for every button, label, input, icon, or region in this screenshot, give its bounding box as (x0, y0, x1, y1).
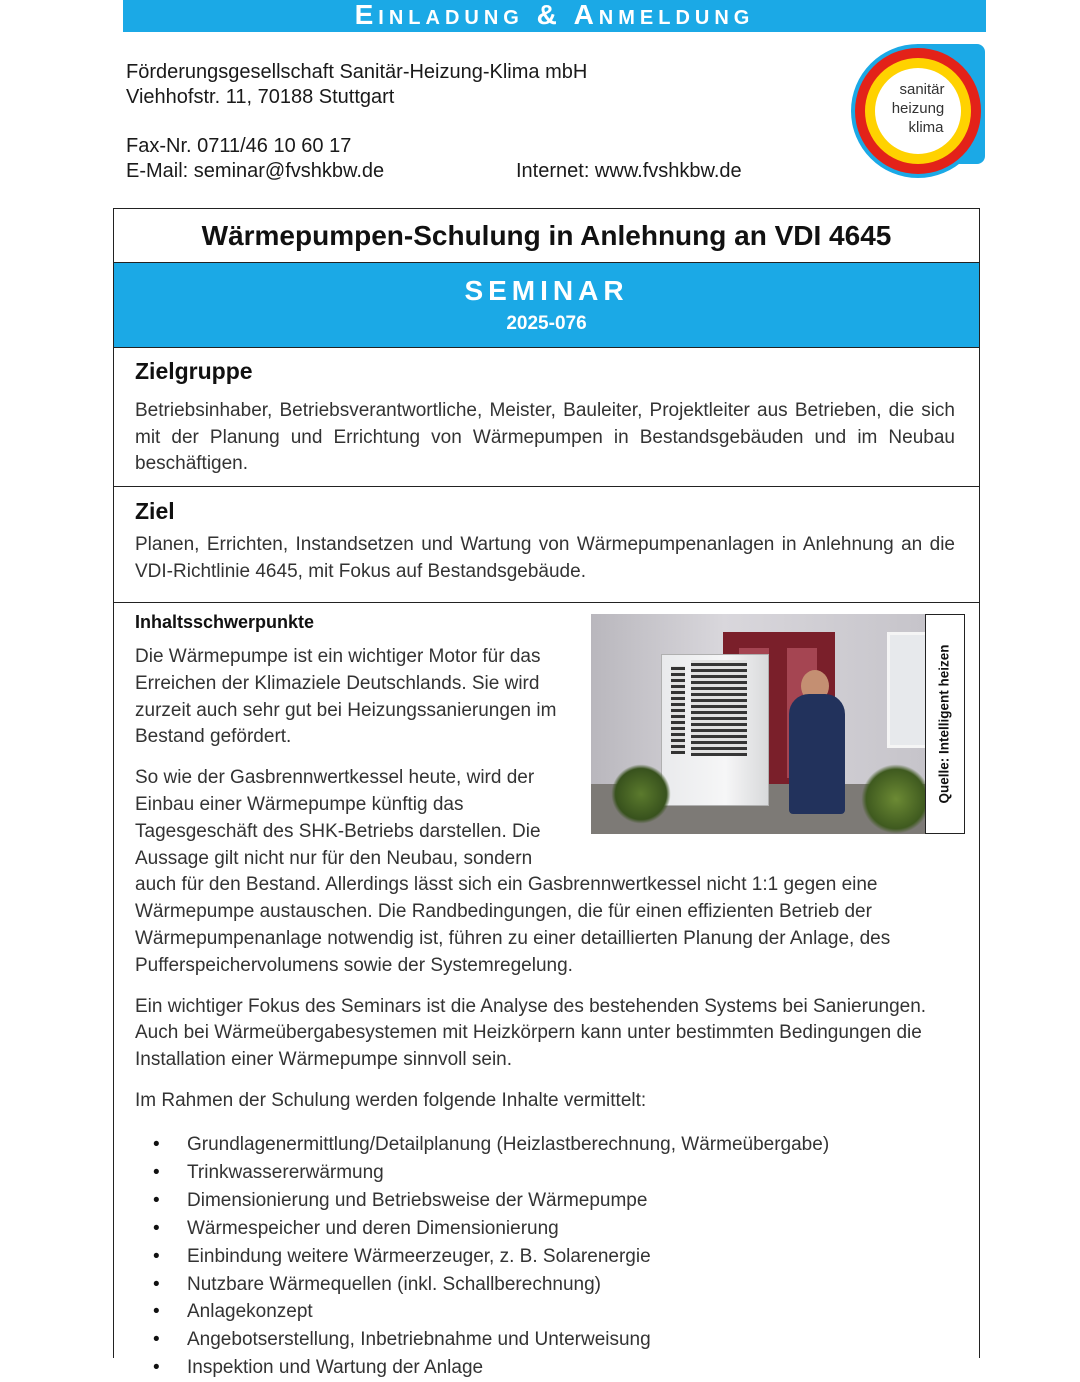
email-address[interactable]: E-Mail: seminar@fvshkbw.de (126, 160, 385, 182)
shk-logo (851, 44, 985, 178)
inhalt-body (135, 644, 965, 1129)
organization-block (126, 60, 587, 110)
photo-caption: Quelle: Intelligent heizen (925, 614, 965, 834)
heat-pump-photo (591, 614, 925, 834)
list-item: • Nutzbare Wärmequellen (inkl. Schallberechnung) (135, 1271, 955, 1299)
seminar-label: SEMINAR (464, 275, 629, 306)
list-item: • Angebotserstellung, Inbetriebnahme und Unterweisung (135, 1326, 955, 1354)
inhalt-heading: Inhaltsschwerpunkte (135, 612, 315, 632)
zielgruppe-text: Betriebsinhaber, Betriebsverantwortliche, Meister, Bauleiter, Projektleiter aus Betrieben, die sich mit der Planung und Errichtung von Wärmepumpen in Bestandsgebäuden und im Neubau beschäftigen. (135, 400, 955, 474)
header-banner: Einladung & Anmeldung (123, 0, 986, 32)
photo-block (591, 614, 965, 836)
list-item: • Anlagekonzept (135, 1298, 955, 1326)
logo-text-heizung: heizung (891, 100, 945, 117)
inhalt-paragraph-3: Ein wichtiger Fokus des Seminars ist die Analyse des bestehenden Systems bei Sanierungen. Auch bei Wärmeübergabesystemen mit Heizkörpern kann unter bestimmten Bedingungen die Installation einer Wärmepumpe sinnvoll sein. (135, 995, 927, 1071)
inhalt-paragraph-2: So wie der Gasbrennwertkessel heute, wird der Einbau einer Wärmepumpe künftig das Tagesgeschäft des SHK-Betriebs darstellen. Die Aussage gilt nicht nur für den Neubau, sondern auch für den Bestand. Allerdings lässt sich ein Gasbrennwertkessel nicht 1:1 gegen eine Wärmepumpe austauschen. Die Randbedingungen, die für einen effizienten Betrieb der Wärmepumpenanlage notwendig ist, führen zu einer detaillierten Planung der Anlage, des Pufferspeichervolumens sowie der Systemregelung. (135, 767, 891, 976)
list-item: • Grundlagenermittlung/Detailplanung (Heizlastberechnung, Wärmeübergabe) (135, 1131, 955, 1159)
contact-block (126, 134, 384, 184)
list-item: • Trinkwassererwärmung (135, 1159, 955, 1187)
inhalt-paragraph-4: Im Rahmen der Schulung werden folgende Inhalte vermittelt: (135, 1089, 647, 1111)
list-item: • Inspektion und Wartung der Anlage (135, 1354, 955, 1382)
organization-name: Förderungsgesellschaft Sanitär-Heizung-Klima mbH (126, 61, 588, 83)
seminar-frame (113, 208, 980, 1379)
seminar-number: 2025-076 (506, 313, 587, 334)
zielgruppe-heading: Zielgruppe (135, 358, 253, 384)
fax-number: Fax-Nr. 0711/46 10 60 17 (126, 135, 352, 157)
inhalt-paragraph-1: Die Wärmepumpe ist ein wichtiger Motor für das Erreichen der Klimaziele Deutschlands. Sie wird zurzeit auch sehr gut bei Heizungssanierungen im Bestand gefördert. (135, 646, 557, 748)
logo-text-klima: klima (908, 119, 944, 136)
logo-text-sanitaer: sanitär (899, 81, 945, 98)
section-ziel (114, 488, 979, 603)
seminar-title: Wärmepumpen-Schulung in Anlehnung an VDI 4645 (114, 209, 979, 263)
inhalt-list (135, 1131, 955, 1382)
internet-link[interactable]: Internet: www.fvshkbw.de (516, 160, 742, 182)
section-inhalt (114, 604, 979, 1379)
seminar-band (114, 263, 979, 348)
ziel-text: Planen, Errichten, Instandsetzen und Wartung von Wärmepumpenanlagen in Anlehnung an die VDI-Richtlinie 4645, mit Fokus auf Bestandsgebäude. (135, 534, 955, 582)
ziel-heading: Ziel (135, 498, 175, 524)
section-zielgruppe (114, 348, 979, 487)
list-item: • Einbindung weitere Wärmeerzeuger, z. B. Solarenergie (135, 1243, 955, 1271)
list-item: • Dimensionierung und Betriebsweise der Wärmepumpe (135, 1187, 955, 1215)
organization-address: Viehhofstr. 11, 70188 Stuttgart (126, 86, 395, 108)
list-item: • Wärmespeicher und deren Dimensionierung (135, 1215, 955, 1243)
